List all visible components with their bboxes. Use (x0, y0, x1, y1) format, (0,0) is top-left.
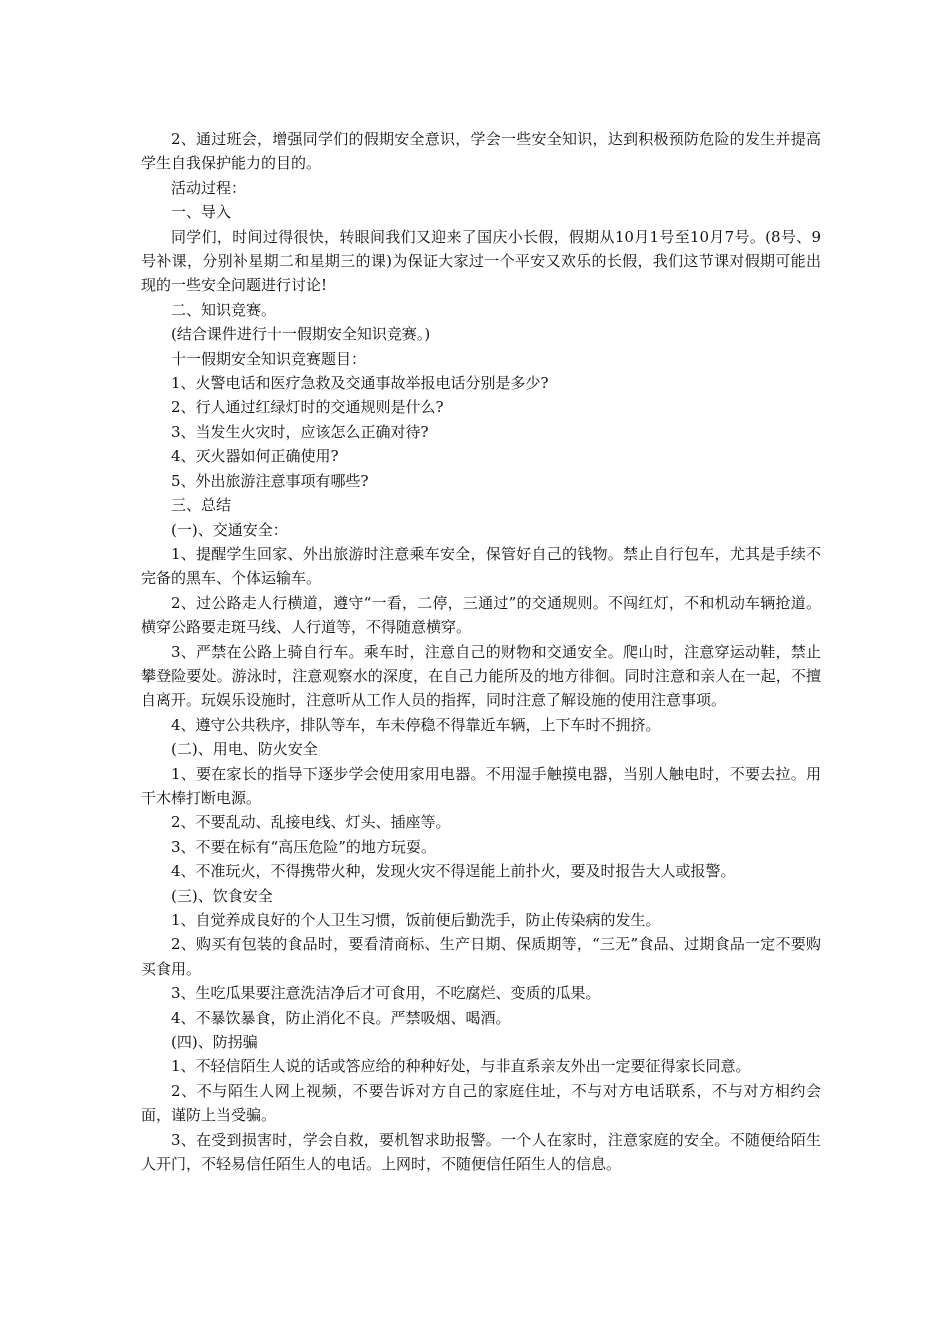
paragraph-introduction: 同学们，时间过得很快，转眼间我们又迎来了国庆小长假，假期从10月1号至10月7号。(8号、9号补课，分别补星期二和星期三的课)为保证大家过一个平安又欢乐的长假，我们这节课对假期可能出现的一些安全问题进行讨论! (141, 227, 821, 295)
paragraph-activity-process: 活动过程： (171, 178, 247, 197)
electric-item-4: 4、不准玩火，不得携带火种，发现火灾不得逞能上前扑火，要及时报告大人或报警。 (171, 862, 736, 881)
traffic-item-2: 2、过公路走人行横道，遵守“一看，二停，三通过”的交通规则。不闯红灯，不和机动车辆抢道。横穿公路要走斑马线、人行道等，不得随意横穿。 (141, 593, 821, 637)
subheading-electric-fire-safety: (二)、用电、防火安全 (171, 740, 318, 759)
food-item-2: 2、购买有包装的食品时，要看清商标、生产日期、保质期等，“三无”食品、过期食品一定不要购买食用。 (141, 935, 821, 978)
food-item-4: 4、不暴饮暴食，防止消化不良。严禁吸烟、喝酒。 (171, 1008, 511, 1027)
subheading-traffic-safety: (一)、交通安全： (171, 520, 288, 539)
abduction-item-3: 3、在受到损害时，学会自救，要机智求助报警。一个人在家时，注意家庭的安全。不随便给陌生人开门，不轻易信任陌生人的电话。上网时，不随便信任陌生人的信息。 (141, 1130, 821, 1174)
electric-item-2: 2、不要乱动、乱接电线、灯头、插座等。 (171, 813, 451, 832)
subheading-food-safety: (三)、饮食安全 (171, 886, 273, 905)
paragraph-goal-2: 2、通过班会，增强同学们的假期安全意识，学会一些安全知识，达到积极预防危险的发生并提高学生自我保护能力的目的。 (141, 130, 821, 173)
quiz-question-4: 4、灭火器如何正确使用? (171, 447, 339, 466)
quiz-question-2: 2、行人通过红绿灯时的交通规则是什么? (171, 398, 444, 417)
heading-summary: 三、总结 (171, 496, 232, 515)
subheading-anti-abduction: (四)、防拐骗 (171, 1033, 258, 1052)
paragraph-quiz-note: (结合课件进行十一假期安全知识竞赛。) (171, 325, 431, 344)
electric-item-3: 3、不要在标有“高压危险”的地方玩耍。 (171, 837, 436, 856)
electric-item-1: 1、要在家长的指导下逐步学会使用家用电器。不用湿手触摸电器，当别人触电时，不要去拉。用干木棒打断电源。 (141, 764, 821, 807)
abduction-item-1: 1、不轻信陌生人说的话或答应给的种种好处，与非直系亲友外出一定要征得家长同意。 (171, 1057, 751, 1076)
traffic-item-1: 1、提醒学生回家、外出旅游时注意乘车安全，保管好自己的钱物。禁止自行包车，尤其是手续不完备的黑车、个体运输车。 (141, 544, 821, 588)
quiz-question-3: 3、当发生火灾时，应该怎么正确对待? (171, 422, 429, 441)
traffic-item-4: 4、遵守公共秩序，排队等车，车未停稳不得靠近车辆，上下车时不拥挤。 (171, 715, 661, 734)
paragraph-quiz-title: 十一假期安全知识竞赛题目： (171, 349, 367, 368)
heading-quiz: 二、知识竞赛。 (171, 300, 277, 319)
document-page (141, 127, 821, 1176)
traffic-item-3: 3、严禁在公路上骑自行车。乘车时，注意自己的财物和交通安全。爬山时，注意穿运动鞋，禁止攀登险要处。游泳时，注意观察水的深度，在自己力能所及的地方徘徊。同时注意和亲人在一起，不擅自离开。玩娱乐设施时，注意听从工作人员的指挥，同时注意了解设施的使用注意事项。 (141, 642, 821, 710)
quiz-question-1: 1、火警电话和医疗急救及交通事故举报电话分别是多少? (171, 374, 549, 393)
heading-introduction: 一、导入 (171, 203, 232, 222)
food-item-1: 1、自觉养成良好的个人卫生习惯，饭前便后勤洗手，防止传染病的发生。 (171, 911, 661, 929)
abduction-item-2: 2、不与陌生人网上视频，不要告诉对方自己的家庭住址，不与对方电话联系，不与对方相约会面，谨防上当受骗。 (141, 1081, 821, 1125)
quiz-question-5: 5、外出旅游注意事项有哪些? (171, 471, 369, 490)
food-item-3: 3、生吃瓜果要注意洗洁净后才可食用，不吃腐烂、变质的瓜果。 (171, 984, 601, 1003)
